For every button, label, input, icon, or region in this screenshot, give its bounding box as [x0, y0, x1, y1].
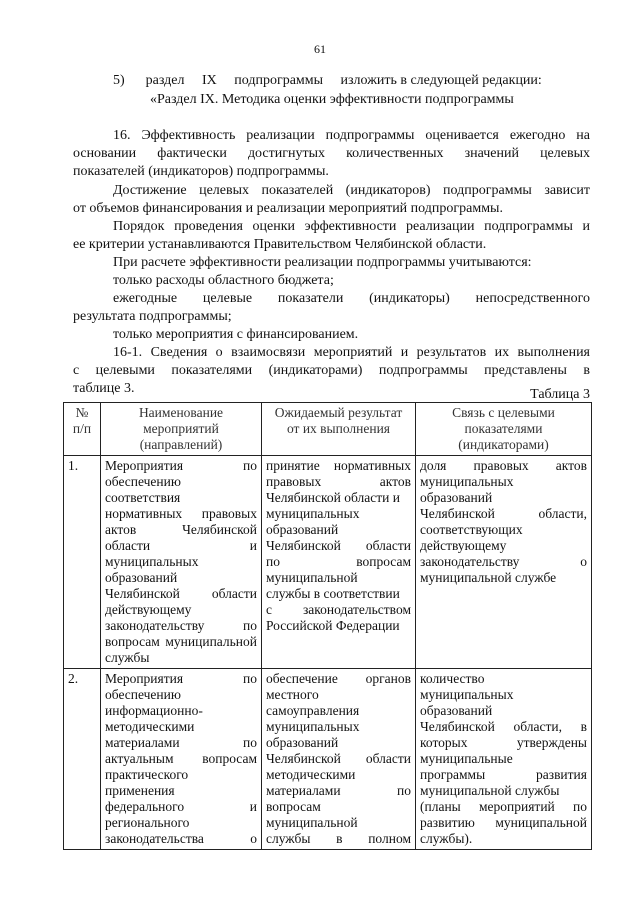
paragraph-16-1-line-2: с целевыми показателями (индикаторами) подпрограммы представлены в	[73, 363, 590, 378]
cell-text-line: муниципальной службе	[420, 570, 557, 585]
page-number: 61	[314, 42, 326, 56]
cell-text-line: муниципальной	[266, 570, 358, 585]
cell-text-line: службы	[105, 650, 150, 665]
cell-text-line: образований	[105, 570, 178, 585]
cell-text-line: самоуправления	[266, 703, 360, 718]
row-1-number	[64, 456, 101, 669]
paragraph-16-1-line-1: 16-1. Сведения о взаимосвязи мероприятий и результатов их выполнения	[113, 345, 590, 360]
amendment-intro: 5) раздел IX подпрограммы изложить в следующей редакции:	[113, 73, 542, 88]
section-title: «Раздел IX. Методика оценки эффективности подпрограммы	[150, 92, 514, 107]
cell-text-line: вопросам муниципальной	[105, 634, 257, 649]
paragraph-achievement-line-1: Достижение целевых показателей (индикаторов) подпрограммы зависит	[113, 183, 590, 198]
row-2-measure	[101, 669, 262, 850]
cell-text-line: Челябинской области и	[266, 490, 400, 505]
cell-text-line: муниципальных	[105, 554, 199, 569]
cell-text-line: актуальным вопросам	[105, 751, 257, 766]
cell-text-line: образований	[266, 522, 339, 537]
cell-text-line: материалами по	[105, 735, 257, 750]
table-caption: Таблица 3	[530, 387, 590, 402]
cell-text-line: службы в соответствии	[266, 586, 400, 601]
cell-text-line: показателями	[464, 421, 543, 436]
cell-text-line: Челябинской области	[266, 538, 411, 553]
cell-text-line: (планы мероприятий по	[420, 799, 587, 814]
cell-text-line: муниципальной	[266, 815, 358, 830]
cell-text-line: области и	[105, 538, 257, 553]
header-measures	[101, 403, 262, 456]
cell-text-line: нормативных правовых	[105, 506, 257, 521]
cell-text-line: Челябинской области	[105, 586, 257, 601]
cell-text-line: Челябинской области, в	[420, 719, 587, 734]
cell-text-line: обеспечению	[105, 474, 181, 489]
cell-text-line: законодательству о	[420, 554, 587, 569]
cell-text-line: Связь с целевыми	[452, 405, 555, 420]
cell-text-line: методическими	[105, 719, 195, 734]
table-row	[64, 456, 592, 669]
list-item-financed-measures: только мероприятия с финансированием.	[113, 327, 359, 342]
cell-text-line: муниципальные	[420, 751, 513, 766]
header-expected-result	[262, 403, 416, 456]
cell-text-line: (индикаторами)	[458, 437, 549, 452]
cell-text-line: Челябинской области,	[420, 506, 587, 521]
cell-text-line: службы).	[420, 831, 473, 846]
cell-text-line: с законодательством	[266, 602, 411, 617]
cell-text-line: по вопросам	[266, 554, 411, 569]
cell-text-line: Челябинской области	[266, 751, 411, 766]
cell-text-line: правовых актов	[266, 474, 411, 489]
cell-text-line: практического	[105, 767, 189, 782]
cell-text-line: методическими	[266, 767, 356, 782]
cell-text-line: материалами по	[266, 783, 411, 798]
cell-text-line: Мероприятия по	[105, 458, 257, 473]
paragraph-16-line-1: 16. Эффективность реализации подпрограммы оценивается ежегодно на	[113, 128, 590, 143]
cell-text-line: Мероприятия по	[105, 671, 257, 686]
cell-text-line: муниципальных	[266, 719, 360, 734]
cell-text-line: программы развития	[420, 767, 587, 782]
cell-text-line: соответствующих	[420, 522, 523, 537]
cell-text-line: Российской Федерации	[266, 618, 400, 633]
cell-text-line: Ожидаемый результат	[274, 405, 403, 420]
paragraph-16-line-2: основании фактически достигнутых количественных значений целевых	[73, 146, 590, 161]
paragraph-procedure-line-1: Порядок проведения оценки эффективности реализации подпрограммы и	[113, 219, 590, 234]
row-2-number	[64, 669, 101, 850]
cell-text-line: законодательству по	[105, 618, 257, 633]
cell-text-line: от их выполнения	[286, 421, 391, 436]
cell-text-line: развитию муниципальной	[420, 815, 587, 830]
cell-text-line: мероприятий	[143, 421, 219, 436]
cell-text-line: обеспечению	[105, 687, 181, 702]
cell-text-line: федерального и	[105, 799, 257, 814]
list-item-regional-budget: только расходы областного бюджета;	[113, 273, 334, 288]
cell-text-line: №	[75, 405, 89, 420]
cell-text-line: муниципальных	[420, 474, 514, 489]
cell-text-line: образований	[266, 735, 339, 750]
cell-text-line: муниципальной службы	[420, 783, 560, 798]
cell-text-line: принятие нормативных	[266, 458, 411, 473]
cell-text-line: действующему	[420, 538, 507, 553]
cell-text-line: местного	[266, 687, 319, 702]
list-item-indicators-line-1: ежегодные целевые показатели (индикаторы) непосредственного	[113, 291, 590, 306]
cell-text-line: обеспечение органов	[266, 671, 411, 686]
table-row	[64, 669, 592, 850]
row-1-result	[262, 456, 416, 669]
paragraph-procedure-line-2: ее критерии устанавливаются Правительством Челябинской области.	[73, 237, 487, 252]
table-header-row	[64, 403, 592, 456]
cell-text-line: Наименование	[138, 405, 224, 420]
cell-text-line: 1.	[68, 458, 79, 473]
cell-text-line: актов Челябинской	[105, 522, 257, 537]
cell-text-line: количество	[420, 671, 485, 686]
cell-text-line: муниципальных	[420, 687, 514, 702]
cell-text-line: п/п	[72, 421, 92, 436]
paragraph-achievement-line-2: от объемов финансирования и реализации мероприятий подпрограммы.	[73, 201, 503, 216]
cell-text-line: образований	[420, 490, 493, 505]
list-item-indicators-line-2: результата подпрограммы;	[73, 309, 232, 324]
cell-text-line: муниципальных	[266, 506, 360, 521]
row-1-measure	[101, 456, 262, 669]
paragraph-16-line-3: показателей (индикаторов) подпрограммы.	[73, 164, 329, 179]
cell-text-line: образований	[420, 703, 493, 718]
cell-text-line: (направлений)	[139, 437, 223, 452]
cell-text-line: 2.	[68, 671, 79, 686]
cell-text-line: регионального	[105, 815, 190, 830]
paragraph-calculation: При расчете эффективности реализации подпрограммы учитываются:	[113, 255, 532, 270]
header-number	[64, 403, 101, 456]
cell-text-line: действующему	[105, 602, 192, 617]
cell-text-line: законодательства о	[105, 831, 257, 846]
cell-text-line: вопросам	[266, 799, 321, 814]
cell-text-line: службы в полном	[266, 831, 411, 846]
cell-text-line: которых утверждены	[420, 735, 587, 750]
table-3	[63, 402, 592, 850]
cell-text-line: информационно-	[105, 703, 203, 718]
row-2-indicator	[416, 669, 592, 850]
row-1-indicator	[416, 456, 592, 669]
paragraph-16-1-line-3: таблице 3.	[73, 381, 135, 396]
cell-text-line: доля правовых актов	[420, 458, 587, 473]
cell-text-line: соответствия	[105, 490, 181, 505]
row-2-result	[262, 669, 416, 850]
header-indicators-link	[416, 403, 592, 456]
cell-text-line: применения	[105, 783, 175, 798]
